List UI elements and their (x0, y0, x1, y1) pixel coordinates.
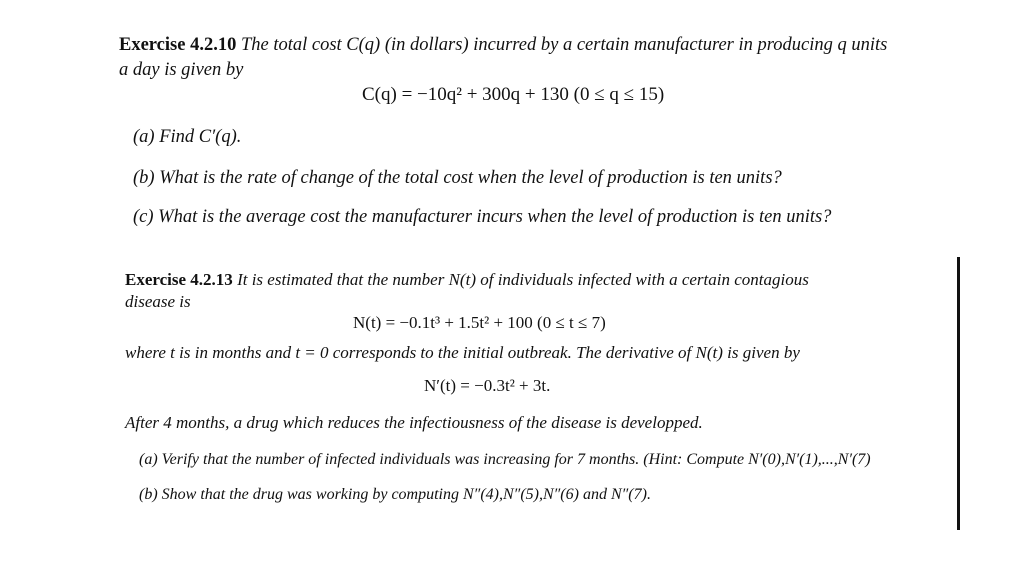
exercise-4-2-13-heading (125, 270, 809, 290)
drug-development-text: After 4 months, a drug which reduces the infectiousness of the disease is developped. (125, 413, 703, 432)
part-text: Show that the drug was working by computing N″(4),N″(5),N″(6) and N″(7). (161, 486, 651, 503)
exercise1-part-c (133, 207, 831, 228)
part-marker: (b) (133, 168, 155, 188)
part-marker: (a) (133, 127, 155, 147)
exercise1-part-a (133, 127, 241, 148)
exercise-label: Exercise 4.2.10 (119, 35, 237, 55)
part-text: What is the average cost the manufacturer incurs when the level of production is ten units? (158, 207, 832, 227)
definition-text: where t is in months and t = 0 corresponds to the initial outbreak. The derivative of N(t) is given by (125, 343, 800, 362)
exercise-intro-text: It is estimated that the number N(t) of individuals infected with a certain contagious (237, 270, 809, 289)
part-text: What is the rate of change of the total cost when the level of production is ten units? (159, 168, 782, 188)
infection-equation: N(t) = −0.1t³ + 1.5t² + 100 (0 ≤ t ≤ 7) (353, 313, 606, 332)
exercise-intro-continued: a day is given by (119, 60, 244, 80)
exercise2-part-b (139, 486, 651, 504)
part-text: Verify that the number of infected individuals was increasing for 7 months. (Hint: Compute N′(0),N′(1),...,N′(7) (161, 451, 871, 468)
exercise2-part-a (139, 451, 871, 469)
exercise-label: Exercise 4.2.13 (125, 270, 233, 289)
derivative-equation: N′(t) = −0.3t² + 3t. (424, 376, 551, 395)
exercise1-part-b (133, 168, 782, 189)
part-marker: (b) (139, 486, 158, 503)
margin-rule (957, 257, 960, 530)
part-text: Find C′(q). (159, 127, 242, 147)
exercise-intro-continued: disease is (125, 292, 191, 311)
exercise-4-2-10-heading (119, 35, 887, 56)
cost-equation: C(q) = −10q² + 300q + 130 (0 ≤ q ≤ 15) (362, 84, 665, 105)
part-marker: (c) (133, 207, 154, 227)
exercise-intro-text: The total cost C(q) (in dollars) incurred by a certain manufacturer in producing q units (240, 35, 888, 55)
part-marker: (a) (139, 451, 158, 468)
